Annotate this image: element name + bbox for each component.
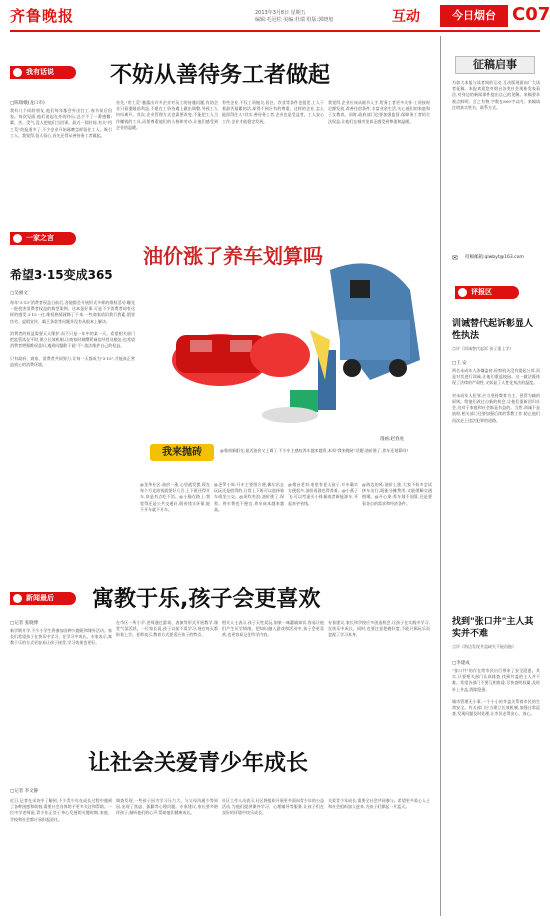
oil-cartoon (140, 240, 435, 440)
article3-col1: 新学期开学,不少小学生将参加各种兴趣班和课外活动。家长们希望孩子在快乐中学习、在学习中成长。专家表示,寓教于乐的方式更容易让孩子接受,学习效果也更好。 (10, 628, 112, 646)
header-date: 2013年3月8日 星期五 (255, 10, 306, 16)
header-rule (10, 30, 540, 32)
r2-source: 点评《海边发现井盖缺失不能再拖》 (452, 644, 516, 649)
newspaper-logo: 齐鲁晚报 (10, 7, 75, 25)
article4-headline: 让社会关爱青少年成长 (88, 751, 309, 776)
tag-xinwenzuihou: 新闻最后 (10, 592, 76, 605)
yantai-label: 今日烟台 (452, 9, 496, 22)
oil-col2: @芝罘小周:开车主要图方便,偶尔出去玩玩还是值得的,日常上下班可以选择骑车或坐公交。@风吹麦浪:油价涨了,保养、停车费也不便宜,养车成本越来越高。 (214, 482, 284, 512)
r1-body: 两名未成年人涉嫌盗窃,检察机关没有提起公诉,而是对其进行训诫,让他们重返校园。这一做法既体现了法律的严肃性,又彰显了人性化执法的温度。 对未成年人犯罪,应当坚持教育为主、惩罚为辅的原则。给他们改过自新的机会,让他们重新回归社会,这对于家庭和社会都是有益的。当然,训诫不是放纵,相关部门还要加强后续的帮教工作,防止他们再次走上违法犯罪的道路。 (452, 368, 540, 423)
article3-col3: 相关人士表示,孩子天性爱玩,如果一味灌输知识,容易让他们产生厌学情绪。把知识融入游戏和活动中,孩子会更喜欢,也更容易记住所学内容。 (222, 620, 324, 638)
column-divider (440, 36, 441, 916)
article4-byline: □记者 李文静 (10, 789, 39, 794)
tag-woyouhuashuo: 我有话说 (10, 66, 76, 79)
article3-col2: 在市区一所小学,老师通过游戏、表演等形式开展教学,课堂气氛活跃。一位家长说,孩子以前不爱学习,现在每天都盼着上学。老师表示,教育方式要适应孩子的特点。 (116, 620, 218, 638)
article4-col2: 调查发现,一些孩子因为学习压力大、与父母沟通少等原因,出现了焦虑、孤僻等心理问题。专家建议,家长要多陪伴孩子,倾听他们的心声,帮助他们健康成长。 (116, 798, 218, 816)
article3-col4: 专家建议,家长和学校应多创造机会,让孩子在实践中学习,在快乐中成长。同时,也要注意把握好度,不能只顾玩乐而忽视了学习本身。 (328, 620, 430, 638)
article1-headline: 不妨从善待务工者做起 (110, 63, 331, 88)
r1-source: 点评《训诫替代起诉 孩子重上学》 (452, 346, 514, 351)
brick-label: 我来抛砖 (150, 444, 214, 461)
section-title: 互动 (392, 9, 420, 25)
article4-col1: 近日,记者在采访中了解到,不少青少年在成长过程中遇到了各种困惑和烦恼,需要社会各界给予更多关注和帮助。一位中学老师说,青少年正处于身心发展的关键时期,家庭、学校和社会都应承担起责任。 (10, 798, 112, 822)
zhenggao-body: 为加大本报与读者间的互动,互动版现面向广大读者征稿。本报欢迎您对烟台各类社会现象发表看法,对身边的新闻事件提出自己的见解。来稿要求观点鲜明、言之有物,字数在800字以内。来稿请注明真实姓名、联系方式。 (452, 80, 540, 110)
mail-icon: ✉ (452, 254, 458, 262)
header-editors: 编辑:毛冠松 美编:杜瑞 组版:郭晓旭 (255, 17, 334, 23)
article1-col2: 首先,"用工荒"暴露出许多企业对员工的待遇问题,有的企业只看重眼前利益,不愿在工资待遇上做出调整,导致工人纷纷离开。其次,企业管理方式也需要改变,不能把工人当作赚钱的工具,而要尊重他们的人格和劳动,让他们感受到企业的温暖。 (116, 100, 218, 130)
article1-col1: 我有几个同龄朋友,他们每年都会外出打工,春节前后回家。每次见面,他们说起在外的经历,总少不了一番感慨:累、苦、受气,没人把他们当回事。最近一段时间,有关"用工荒"的报道多了,不少企业开始琢磨怎样留住工人、吸引工人。我觉得,留人留心,首先还得从善待务工者做起。 (10, 108, 112, 138)
article4-col4: 关爱青少年成长,需要全社会共同参与。希望更多爱心人士和社会组织加入进来,为孩子们撑起一片蓝天。 (328, 798, 430, 810)
r2-byline: □李建成 (452, 661, 470, 666)
yantai-box (440, 5, 508, 27)
article1-col3: 有些企业,不仅工资拖欠,居住、饮食等条件也很差,工人干着最苦最累的活,却得不到应有的尊重。这样的企业,怎么能留得住人?其实,善待务工者,企业也是受益者。工人安心工作,企业才能稳定发展。 (222, 100, 324, 124)
cartoon-credit: 漫画:赵春虎 (380, 437, 405, 442)
r1-byline: □王 安 (452, 361, 467, 366)
article3-headline: 寓教于乐,孩子会更喜欢 (92, 587, 321, 612)
zhenggao-title: 征稿启事 (455, 56, 535, 74)
tag-pingbaoqu: 评报区 (455, 286, 519, 299)
tag-yijiazhiyan: 一家之言 (10, 232, 76, 245)
article1-col4: 我觉得,企业应该从细节入手,给务工者更多关怀:工资按时足额发放,改善住宿条件,丰富业余生活,关心他们的家庭和子女教育。同时,政府部门也要加强监督,保障务工者的合法权益,让他们在城市里真正感受到尊重和温暖。 (328, 100, 430, 124)
r1-title: 训诫替代起诉彰显人性执法 (452, 319, 534, 341)
zhenggao-email: 投稿邮箱:qlwbyt@163.com (465, 255, 524, 260)
r2-title: 找到"张口井"主人其实并不难 (452, 617, 534, 639)
r2-body: "张口井"的存在给市民出行带来了安全隐患。其实,只要相关部门认真排查,找到井盖的主人并不难。希望各部门不要互相推诿,尽快查明权属,及时补上井盖,消除隐患。 城市管理无小事,一个小小的井盖关系着市民的生命安全。有关部门应当建立长效机制,加强日常巡查,发现问题及时处理,让市民走得安心、放心。 (452, 668, 540, 717)
article1-byline: □陈瑞娥(龙口市) (10, 101, 45, 106)
header-info (255, 10, 333, 24)
oil-col3: @烟台老刘:家里有老人孩子,开车确实方便很多,油价再涨也得养着。@小燕子飞:可以考虑买小排量或者新能源车,开起来更省钱。 (288, 482, 358, 506)
oil-col1: @龙华社区:油价一涨,心里就发慌,现在每个月光油钱就要好几百,上下班还得开车,真是有点吃不消。@小猫在路上:我觉得还是公共交通好,既省钱又环保,能不开车就不开车。 (140, 482, 210, 512)
article2-body: 每年"3·15"消费者权益日前后,各地都会开展形式多样的维权活动,曝光一批侵害消费者权益的典型案例。这本是好事,可是不少消费者却有这样的感受:3·15一过,维权热情就降了下来,一些商家依旧我行我素,假冒伪劣、虚假宣传、霸王条款等问题并没有从根本上解决。 消费者的权益需要天天维护,而不只是一年中的某一天。希望相关部门把监管落在平时,建立长效机制,让商家时刻绷紧诚信经营这根弦;也希望消费者增强维权意识,遇到问题敢于说"不",依法维护自己的权益。 只有政府、商家、消费者共同努力,让每一天都成为"3·15",才能真正营造放心的消费环境。 (10, 300, 135, 368)
article2-byline: □吴丽文 (10, 291, 28, 296)
article4-col3: 社区工作人员表示,社区将组织开展更多面向青少年的公益活动,为他们提供课外学习、心理辅导等服务,让孩子们在良好的环境中快乐成长。 (222, 798, 324, 816)
oil-col4: @海边的风:油价上涨,大家不妨多尝试拼车出行,既能分摊费用,又能缓解交通拥堵。@开心果:养车划不划算,还是要看各自的需求和经济条件。 (362, 482, 432, 506)
oil-headline: 油价涨了养车划算吗 (143, 244, 323, 268)
page-number: C07 (512, 4, 550, 25)
article3-byline: □记者 张晓博 (10, 621, 39, 626)
oil-caption: @鲁南新阳光:最近油价又上调了,不少车主感叹养车越来越贵,本周"我来抛砖"话题:油价涨了,养车还划算吗? (220, 448, 409, 453)
article2-headline: 希望3·15变成365 (10, 268, 113, 282)
